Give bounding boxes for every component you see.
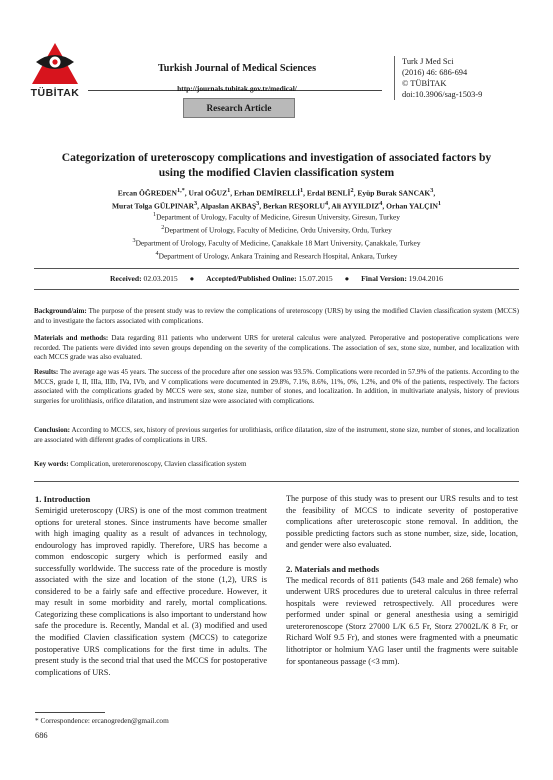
author-sup: 4 <box>379 199 383 207</box>
accepted-label: Accepted/Published Online: <box>206 274 297 283</box>
affiliation-text: Department of Urology, Faculty of Medicine, Giresun University, Giresun, Turkey <box>156 212 400 222</box>
article-type-badge: Research Article <box>183 98 295 118</box>
affiliation-text: Department of Urology, Ankara Training and Research Hospital, Ankara, Turkey <box>158 251 398 261</box>
keywords-text: Complication, ureterorenoscopy, Clavien classification system <box>68 460 247 468</box>
abstract-conclusion <box>34 426 519 445</box>
keywords <box>34 460 519 470</box>
cite-copyright: © TÜBİTAK <box>402 79 447 88</box>
logo-wordmark: TÜBİTAK <box>30 87 80 99</box>
keywords-label: Key words: <box>34 460 69 468</box>
affiliation <box>40 210 513 223</box>
footnote-divider <box>35 712 105 713</box>
accepted-date: 15.07.2015 <box>298 274 333 283</box>
author-sup: 4 <box>324 199 329 207</box>
author-line: Murat Tolga GÜLPINAR$^3$, Alpaslan AKBAŞ$^3$, Berkan REŞORLU$^4$, Ali AYYILDIZ$^4$, Orhan YALÇIN$^1$ <box>111 199 442 210</box>
author-name: Orhan YALÇIN <box>386 201 438 210</box>
tubitak-emblem-icon <box>30 40 80 88</box>
abstract-label: Conclusion: <box>34 426 71 434</box>
author-line: Ercan $ÖĞREDEN^{1,*}$, Ural OĞUZ$^1$, Erhan DEMİRELLİ$^1$, Erdal BENLİ$^2$, Eyüp Burak SANCAK$^3$, <box>117 187 436 198</box>
journal-name: Turkish Journal of Medical Sciences <box>157 63 317 74</box>
author-sup: 1,* <box>176 187 185 194</box>
author-list <box>60 186 493 211</box>
received-label: Received: <box>110 274 142 283</box>
abstract-bottom-rule <box>34 481 519 482</box>
affiliation-sup: 2 <box>161 224 165 231</box>
author-name: Murat Tolga GÜLPINAR <box>111 201 195 210</box>
abstract-methods <box>34 334 519 363</box>
citation-box <box>394 56 542 100</box>
author-sup: 1 <box>437 199 442 207</box>
affiliation-list <box>40 210 513 262</box>
final-label: Final Version: <box>361 274 407 283</box>
title-line: using the modified Clavien classification system <box>158 166 395 179</box>
journal-url-link[interactable]: http://journals.tubitak.gov.tr/medical/ <box>177 84 297 93</box>
introduction-paragraph: Semirigid ureteroscopy (URS) is one of the most common treatment options for ureteral stones. Since instruments have become smaller with high imaging quality as a result of advances in technology, endourology has improved rapidly. Therefore, URS has become a common endoscopic surgery which is performed easily and successfully worldwide. The success rate of the procedure is mostly associated with the size and location of the stone (1,2), URS is considered to be a fairly safe and effective procedure. However, it may result in some morbidity and rarely, mortal complications. Categorizing these complications is also important to understand how safe the procedure is. Recently, Mandal et al. (3) modified and used the modified Clavien classification system (MCCS) to categorize postoperative URS complications for the first time in adults. The present study is the second trial that used the MCCS for postoperative complications of URS. <box>35 506 267 677</box>
abstract-text: The average age was 45 years. The success of the procedure after one session was 93.5%. Complications were recorded in 57.9% of the patients. According to the MCCS, grade I, II, IIIa, IIIb, IVa, IVb, and V complications were documented in 29.8%, 7.1%, 8.6%, 11%, 0%, 1.2%, and 0% of the patients, respectively. The factors associated with the complications graded by MCCS were sex, stone size, number of stones, and localization. In addition, in multivariate analysis, history of previous surgeries for urolithiasis, orifice dilatation, and instrument size were associated with complications. <box>34 368 519 405</box>
author-name: Ercan ÖĞREDEN <box>117 188 177 198</box>
tubitak-logo <box>30 40 80 102</box>
author-name: Ural OĞUZ <box>188 188 228 198</box>
author-sup: 2 <box>350 187 354 194</box>
cite-volume: (2016) 46: 686-694 <box>402 68 468 77</box>
page-number: 686 <box>35 731 48 740</box>
affiliation <box>40 249 513 262</box>
author-sup: 3 <box>256 199 260 207</box>
body-column-right <box>286 493 518 667</box>
author-sup: 1 <box>227 187 231 194</box>
abstract-text: Data regarding 811 patients who underwent URS for ureteral calculus were analyzed. Peroperative and postoperative complications were recorded. The patients were divided into seven groups depending on the severity of the complications. The association of sex, stone size, number, and localization with each MCCS grade was also evaluated. <box>34 334 519 362</box>
section-heading-introduction: 1. Introduction <box>35 494 91 504</box>
affiliation <box>40 223 513 236</box>
author-sup: 1 <box>300 187 304 194</box>
author-sup: 3 <box>194 199 198 207</box>
author-name: Erdal BENLİ <box>306 188 351 198</box>
final-date: 19.04.2016 <box>408 274 443 283</box>
received-date: 02.03.2015 <box>143 274 178 283</box>
abstract-text: According to MCCS, sex, history of previous surgeries for urolithiasis, orifice dilatation, size of the instrument, stone size, number of stones, and localization are associated with different grades of complications in URS. <box>34 426 519 444</box>
abstract-label: Results: <box>34 368 59 376</box>
dates-top-rule <box>34 268 519 269</box>
article-dates <box>34 274 519 283</box>
author-name: Ali AYYILDIZ <box>331 201 380 210</box>
author-name: Eyüp Burak SANCAK <box>357 188 431 198</box>
affiliation-text: Department of Urology, Faculty of Medicine, Çanakkale 18 Mart University, Çanakkale, Turkey <box>135 238 421 248</box>
author-name: Erhan DEMİRELLİ <box>233 188 301 198</box>
article-title <box>30 150 523 180</box>
dates-bottom-rule <box>34 289 519 290</box>
affiliation-sup: 1 <box>153 212 157 218</box>
affiliation-sup: 4 <box>155 250 159 257</box>
abstract-label: Background/aim: <box>34 307 87 315</box>
cite-journal: Turk J Med Sci <box>402 57 454 66</box>
section-heading-methods: 2. Materials and methods <box>286 563 380 574</box>
bullet-separator: ● <box>344 274 350 283</box>
abstract-background <box>34 307 519 326</box>
bullet-separator: ● <box>189 274 195 283</box>
title-line: Categorization of ureteroscopy complications and investigation of associated factors by <box>61 151 492 164</box>
cite-doi[interactable]: doi:10.3906/sag-1503-9 <box>402 90 483 99</box>
abstract-label: Materials and methods: <box>34 334 109 342</box>
body-column-left <box>35 493 267 678</box>
abstract-text: The purpose of the present study was to review the complications of ureteroscopy (URS) by using the modified Clavien classification system (MCCS) and to investigate the factors associated with complications. <box>34 307 519 325</box>
abstract-results <box>34 368 519 406</box>
author-name: Berkan REŞORLU <box>263 201 325 210</box>
affiliation <box>40 236 513 249</box>
author-name: Alpaslan AKBAŞ <box>200 201 257 210</box>
author-sup: 3 <box>430 187 434 194</box>
correspondence-footnote: * Correspondence: ercanogreden@gmail.com <box>35 716 169 725</box>
methods-paragraph: The medical records of 811 patients (543 male and 268 female) who underwent URS procedures due to ureteral calculus in three referral hospitals were reviewed retrospectively. All procedures were performed under spinal or general anesthesia using a semirigid ureterorenoscope (Storz 27000 L/K 6.5 Fr, Storz 27002L/K 8 Fr, or Richard Wolf 9.5 Fr), and stones were fragmented with a pneumatic lithotriptor or holmium YAG laser until the fragments were suitable for spontaneous passage (<3 mm). <box>286 575 518 666</box>
affiliation-text: Department of Urology, Faculty of Medicine, Ordu University, Ordu, Turkey <box>164 225 392 235</box>
purpose-paragraph: The purpose of this study was to present our URS results and to test the feasibility of MCCS to indicate severity of postoperative complications after ureteroscopic stone removal. In addition, the possible predicting factors such as stone number, size, side, location, and gender were also evaluated. <box>286 494 518 550</box>
affiliation-sup: 3 <box>132 237 136 244</box>
